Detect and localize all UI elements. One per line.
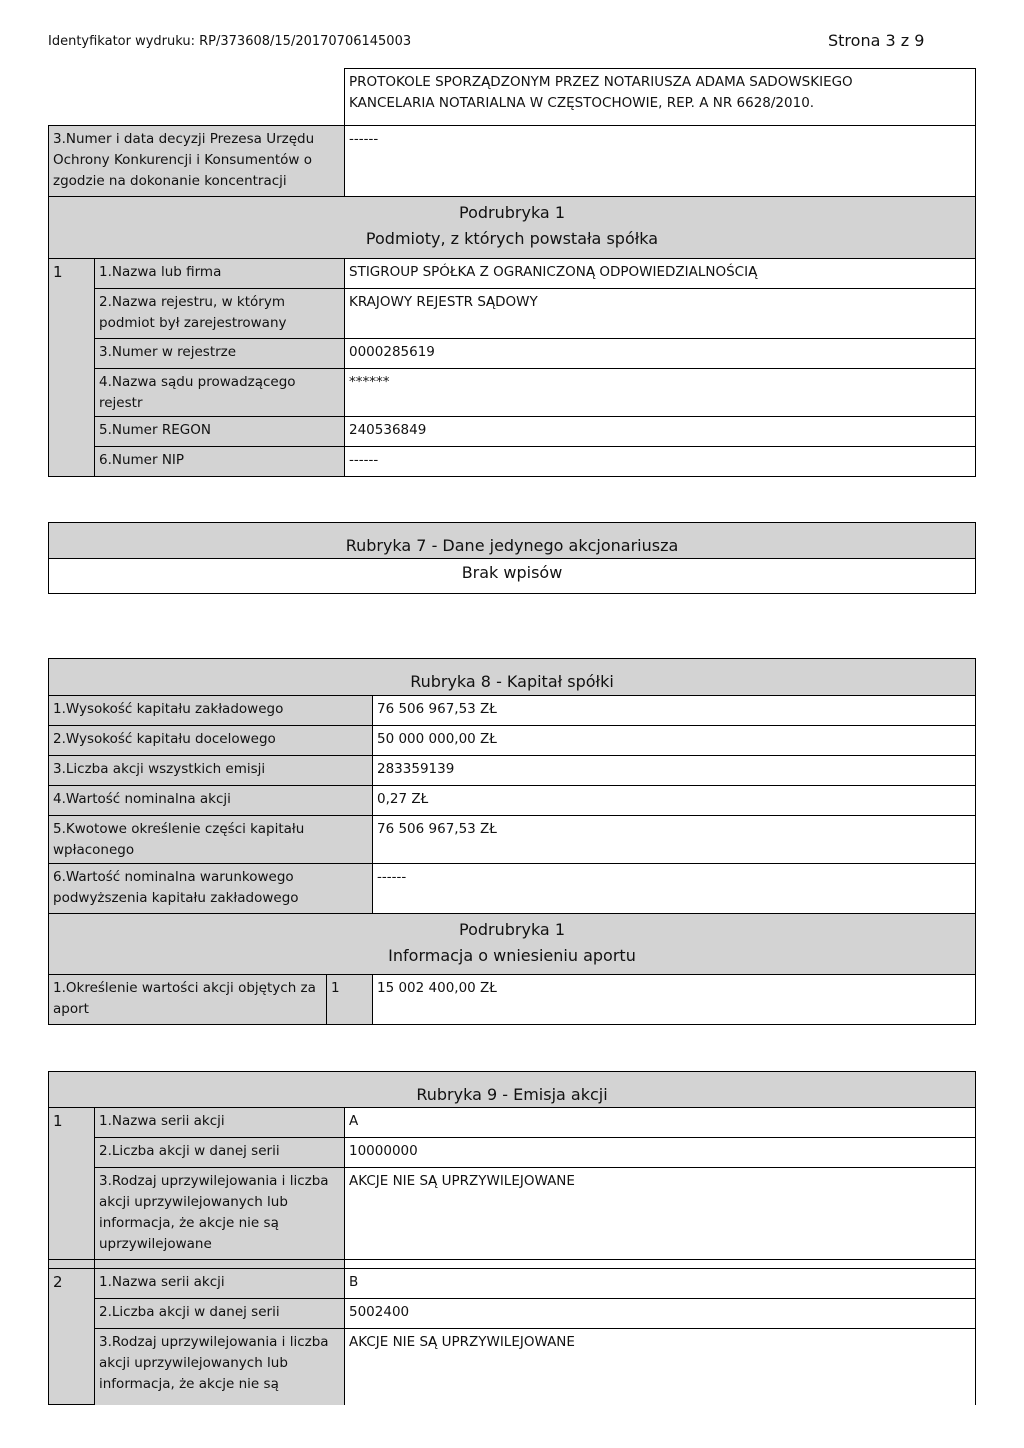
series-index: 1 xyxy=(49,1108,95,1260)
row-label: 4.Wartość nominalna akcji xyxy=(49,786,373,816)
separator-cell xyxy=(49,1260,95,1269)
aport-row xyxy=(49,975,976,1025)
table-row xyxy=(49,864,976,914)
subsection-header xyxy=(49,197,976,259)
row-value: 283359139 xyxy=(373,756,976,786)
row-label: 6.Wartość nominalna warunkowego podwyższenia kapitału zakładowego xyxy=(49,864,373,914)
table-row xyxy=(49,417,976,447)
subsection-header xyxy=(49,914,976,975)
row-label: 2.Liczba akcji w danej serii xyxy=(95,1138,345,1168)
table-row xyxy=(49,726,976,756)
row-label: 6.Numer NIP xyxy=(95,447,345,477)
row-value: B xyxy=(345,1269,976,1299)
row-value: STIGROUP SPÓŁKA Z OGRANICZONĄ ODPOWIEDZIALNOŚCIĄ xyxy=(345,259,976,289)
rubryka9-title: Rubryka 9 - Emisja akcji xyxy=(49,1072,976,1108)
subsection-header-row xyxy=(49,197,976,259)
row-label: 5.Numer REGON xyxy=(95,417,345,447)
rubryka7-empty: Brak wpisów xyxy=(49,559,976,594)
table-row xyxy=(49,1269,976,1299)
row-label: 2.Wysokość kapitału docelowego xyxy=(49,726,373,756)
table-row xyxy=(49,369,976,417)
row-label: 1.Nazwa serii akcji xyxy=(95,1108,345,1138)
row-label: 3.Rodzaj uprzywilejowania i liczba akcji uprzywilejowanych lub informacja, że akcje nie są xyxy=(95,1329,345,1405)
table-row xyxy=(49,1138,976,1168)
continuation-row xyxy=(49,69,976,126)
table-row xyxy=(49,339,976,369)
continuation-line-2: KANCELARIA NOTARIALNA W CZĘSTOCHOWIE, REP. A NR 6628/2010. xyxy=(349,95,815,111)
row-value: ------ xyxy=(345,447,976,477)
table-row xyxy=(49,1108,976,1138)
rubryka7-title: Rubryka 7 - Dane jedynego akcjonariusza xyxy=(49,523,976,559)
row-value: 10000000 xyxy=(345,1138,976,1168)
table-row xyxy=(49,756,976,786)
row-label: 3.Liczba akcji wszystkich emisji xyxy=(49,756,373,786)
continuation-value xyxy=(345,69,976,126)
series-index: 2 xyxy=(49,1269,95,1405)
uokik-label: 3.Numer i data decyzji Prezesa Urzędu Ochrony Konkurencji i Konsumentów o zgodzie na dokonanie koncentracji xyxy=(49,126,345,197)
row-value: A xyxy=(345,1108,976,1138)
row-label: 4.Nazwa sądu prowadzącego rejestr xyxy=(95,369,345,417)
subsection-header-row xyxy=(49,914,976,975)
uokik-row xyxy=(49,126,976,197)
row-value: ------ xyxy=(373,864,976,914)
aport-value: 15 002 400,00 ZŁ xyxy=(373,975,976,1025)
aport-index: 1 xyxy=(327,975,373,1025)
subsection-title: Podrubryka 1 xyxy=(459,920,565,939)
subsection-title: Podrubryka 1 xyxy=(459,203,565,222)
table-row xyxy=(49,447,976,477)
row-value: AKCJE NIE SĄ UPRZYWILEJOWANE xyxy=(345,1329,976,1405)
page-number: Strona 3 z 9 xyxy=(828,31,925,50)
entity-index: 1 xyxy=(49,259,95,477)
row-label: 3.Numer w rejestrze xyxy=(95,339,345,369)
row-value: 0,27 ZŁ xyxy=(373,786,976,816)
row-label: 3.Rodzaj uprzywilejowania i liczba akcji uprzywilejowanych lub informacja, że akcje nie są uprzywilejowane xyxy=(95,1168,345,1260)
empty-label-cell xyxy=(49,69,345,126)
table-row xyxy=(49,696,976,726)
table-row xyxy=(49,289,976,339)
series-separator xyxy=(49,1260,976,1269)
table-row xyxy=(49,1299,976,1329)
row-value: 0000285619 xyxy=(345,339,976,369)
rubryka8-table xyxy=(48,658,976,1025)
table-row xyxy=(49,259,976,289)
separator-cell xyxy=(345,1260,976,1269)
row-label: 2.Nazwa rejestru, w którym podmiot był zarejestrowany xyxy=(95,289,345,339)
rubryka8-title: Rubryka 8 - Kapitał spółki xyxy=(49,659,976,696)
continuation-line-1: PROTOKOLE SPORZĄDZONYM PRZEZ NOTARIUSZA ADAMA SADOWSKIEGO xyxy=(349,74,853,90)
table-row xyxy=(49,1329,976,1405)
aport-label: 1.Określenie wartości akcji objętych za aport xyxy=(49,975,327,1025)
row-label: 2.Liczba akcji w danej serii xyxy=(95,1299,345,1329)
row-value: AKCJE NIE SĄ UPRZYWILEJOWANE xyxy=(345,1168,976,1260)
row-label: 1.Wysokość kapitału zakładowego xyxy=(49,696,373,726)
uokik-value: ------ xyxy=(345,126,976,197)
row-value: KRAJOWY REJESTR SĄDOWY xyxy=(345,289,976,339)
row-value: 240536849 xyxy=(345,417,976,447)
table-row xyxy=(49,786,976,816)
table-row xyxy=(49,1168,976,1260)
row-label: 5.Kwotowe określenie części kapitału wpłaconego xyxy=(49,816,373,864)
rubryka7-table xyxy=(48,522,976,594)
row-value: 76 506 967,53 ZŁ xyxy=(373,816,976,864)
rubryka9-table xyxy=(48,1071,976,1405)
row-value: ****** xyxy=(345,369,976,417)
row-label: 1.Nazwa lub firma xyxy=(95,259,345,289)
print-identifier: Identyfikator wydruku: RP/373608/15/20170706145003 xyxy=(48,34,412,49)
subsection-subtitle: Podmioty, z których powstała spółka xyxy=(365,229,659,248)
row-value: 76 506 967,53 ZŁ xyxy=(373,696,976,726)
row-label: 1.Nazwa serii akcji xyxy=(95,1269,345,1299)
subsection-subtitle: Informacja o wniesieniu aportu xyxy=(388,946,636,965)
row-value: 5002400 xyxy=(345,1299,976,1329)
row-value: 50 000 000,00 ZŁ xyxy=(373,726,976,756)
founding-section-table xyxy=(48,68,976,477)
table-row xyxy=(49,816,976,864)
separator-cell xyxy=(95,1260,345,1269)
